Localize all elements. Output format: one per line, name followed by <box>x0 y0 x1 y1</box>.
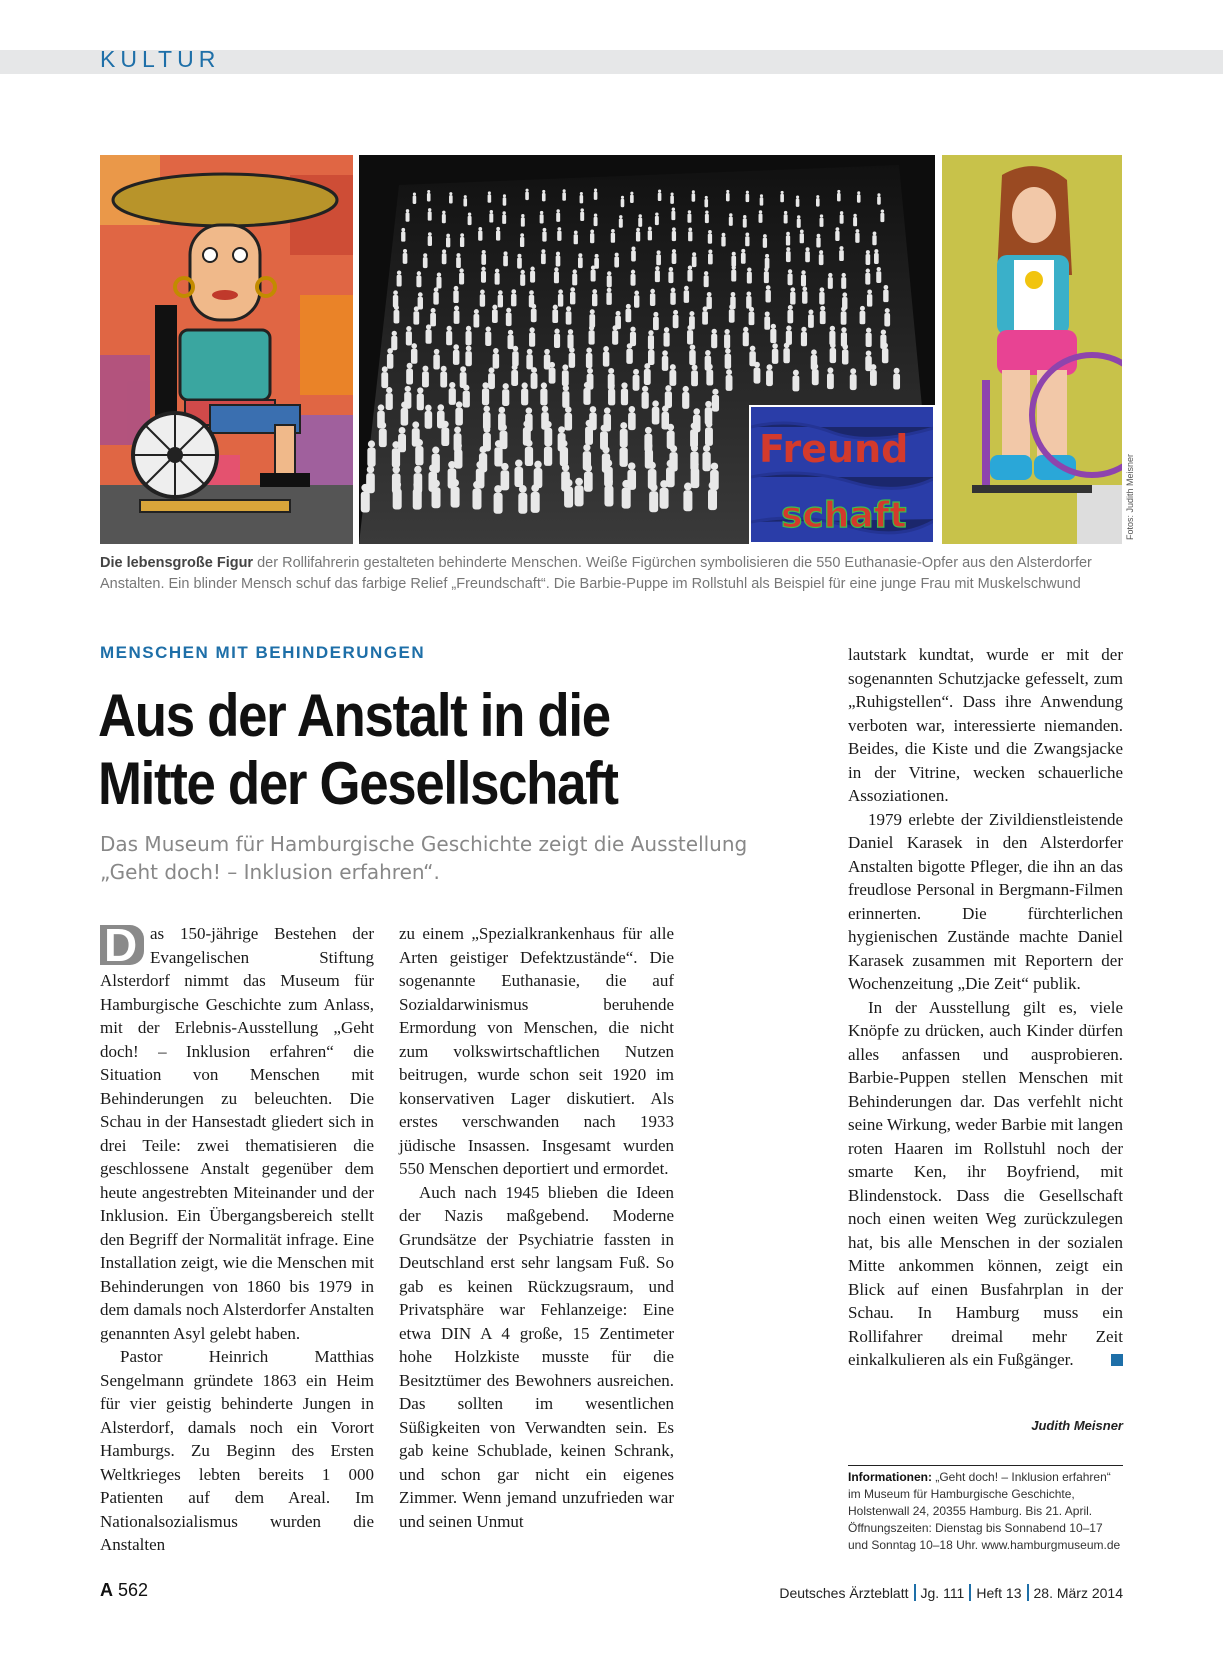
footer-publication <box>779 1584 1123 1601</box>
article-subline: Das Museum für Hamburgische Geschichte zeigt die Ausstellung „Geht doch! – Inklusion erfahren“. <box>100 832 748 884</box>
relief-word-2: schaft <box>781 495 907 536</box>
relief-word-1: Freund <box>759 427 909 471</box>
paragraph-last: In der Ausstellung gilt es, viele Knöpfe zu drücken, auch Kinder dürfen alles anfassen und ausprobieren. Barbie-Puppen stellen Menschen mit Behinderungen dar. Das verfehlt nicht seine Wirkung, weder Barbie mit langen roten Haaren im Rollstuhl noch der smarte Ken, ihr Boyfriend, mit Blindenstock. Dass die Gesellschaft noch einen weiten Weg zurückzulegen hat, bis alle Menschen in der sozialen Mitte ankommen können, zeigt ein Blick auf einen Busfahrplan in der Schau. In Hamburg muss ein Rollifahrer dreimal mehr Zeit einkalkulieren als ein Fußgänger. <box>848 997 1123 1369</box>
wheelchair-figure-painting <box>100 155 353 544</box>
caption-text: der Rollifahrerin gestalteten behinderte Menschen. Weiße Figürchen symbolisieren die 550 Euthanasie-Opfer aus den Alsterdorfer Anstalten. Ein blinder Mensch schuf das farbige Relief „Freundschaft“. Die Barbie-Puppe im Rollstuhl als Beispiel für eine junge Frau mit Muskelschwund <box>100 555 1092 592</box>
footer-divider <box>1027 1584 1029 1601</box>
paragraph: Pastor Heinrich Matthias Sengelmann gründete 1863 ein Heim für vier geistig behinderte Jungen in Alsterdorf, damals noch ein Vorort Hamburgs. Zu Beginn des Ersten Weltkrieges lebten bereits 1 000 Patienten auf dem Areal. Im Nationalsozialismus wurden die Anstalten <box>100 1347 374 1554</box>
freundschaft-relief <box>749 405 935 544</box>
barbie-wheelchair <box>942 155 1122 544</box>
caption-lead: Die lebensgroße Figur <box>100 555 254 571</box>
paragraph: zu einem „Spezialkrankenhaus für alle Arten geistiger Defektzustände“. Die sogenannte Euthanasie, die auf Sozialdarwinismus beruhende Ermordung von Menschen, die nicht zum volkswirtschaftlichen Nutzen beitrugen, wurde schon seit 1920 im konservativen Lager diskutiert. Als erstes verschwanden nach 1933 jüdische Insassen. Insgesamt wurden 550 Menschen deportiert und ermordet. <box>399 924 674 1178</box>
paragraph: Auch nach 1945 blieben die Ideen der Nazis maßgebend. Moderne Grundsätze der Psychiatrie fassten in Deutschland erst sehr langsam Fuß. So gab es keinen Rückzugsraum, und Privatsphäre war Fehlanzeige: Eine etwa DIN A 4 große, 15 Zentimeter hohe Holzkiste musste für die Besitztümer des Bewohners ausreichen. Das sollten im wesentlichen Süßigkeiten von Verwandten sein. Es gab keine Schublade, keinen Schrank, und schon gar nicht ein eigenes Zimmer. Wenn jemand unzufrieden war und seinen Unmut <box>399 1182 674 1531</box>
footer-date: 28. März 2014 <box>1033 1585 1123 1601</box>
end-mark-icon <box>1111 1354 1123 1366</box>
footer-divider <box>969 1584 971 1601</box>
footer-divider <box>914 1584 916 1601</box>
paragraph: 1979 erlebte der Zivildienstleistende Daniel Karasek in den Alsterdorfer Anstalten bigotte Pfleger, die ihn an das freudlose Personal in Bergmann-Filmen erinnerten. Die fürchterlichen hygienischen Zustände machte Daniel Karasek zusammen mit Reportern der Wochenzeitung „Die Zeit“ publik. <box>848 809 1123 993</box>
paragraph: lautstark kundtat, wurde er mit der sogenannten Schutzjacke gefesselt, zum „Ruhigstellen“. Dass ihre Anwendung verboten war, interessierte niemanden. Beides, die Kiste und die Zwangsjacke in der Vitrine, wecken schauerliche Assoziationen. <box>848 645 1123 805</box>
article-kicker: MENSCHEN MIT BEHINDERUNGEN <box>100 643 426 662</box>
page-folio: A 562 <box>100 1580 149 1600</box>
section-label: KULTUR <box>100 46 221 72</box>
article-column-3 <box>848 643 1123 1372</box>
info-label: Informationen: <box>848 1470 932 1484</box>
photo-caption <box>100 553 1130 595</box>
footer-volume: Jg. 111 <box>920 1585 965 1601</box>
info-box <box>848 1465 1123 1554</box>
article-column-2 <box>399 922 674 1533</box>
article-headline: Aus der Anstalt in die Mitte der Gesellschaft <box>98 682 618 817</box>
paragraph: as 150-jährige Bestehen der Evangelischen Stiftung Alsterdorf nimmt das Museum für Hamburgische Geschichte zum Anlass, mit der Erlebnis-Ausstellung „Geht doch! – Inklusion erfahren“ die Situation von Menschen mit Behinderungen zu beleuchten. Die Schau in der Hansestadt gliedert sich in drei Teile: zwei thematisieren die geschlossene Anstalt gegenüber dem heute angestrebten Miteinander und der Inklusion. Ein Übergangsbereich stellt den Begriff der Normalität infrage. Eine Installation zeigt, wie die Menschen mit Behinderungen von 1860 bis 1979 in dem damals noch Alsterdorfer Anstalten genannten Asyl gelebt haben. <box>100 924 374 1343</box>
info-text: „Geht doch! – Inklusion erfahren“ im Museum für Hamburgische Geschichte, Holstenwall 24, 20355 Hamburg. Bis 21. April. Öffnungszeiten: Dienstag bis Sonnabend 10–17 und Sonntag 10–18 Uhr. www.hamburgmuseum.de <box>848 1470 1121 1552</box>
footer-journal: Deutsches Ärzteblatt <box>779 1585 909 1601</box>
dropcap: D <box>100 925 144 965</box>
author-byline: Judith Meisner <box>1031 1418 1123 1433</box>
footer-issue: Heft 13 <box>976 1585 1022 1601</box>
article-column-1 <box>100 919 374 1557</box>
photo-credit: Fotos: Judith Meisner <box>1125 453 1135 540</box>
